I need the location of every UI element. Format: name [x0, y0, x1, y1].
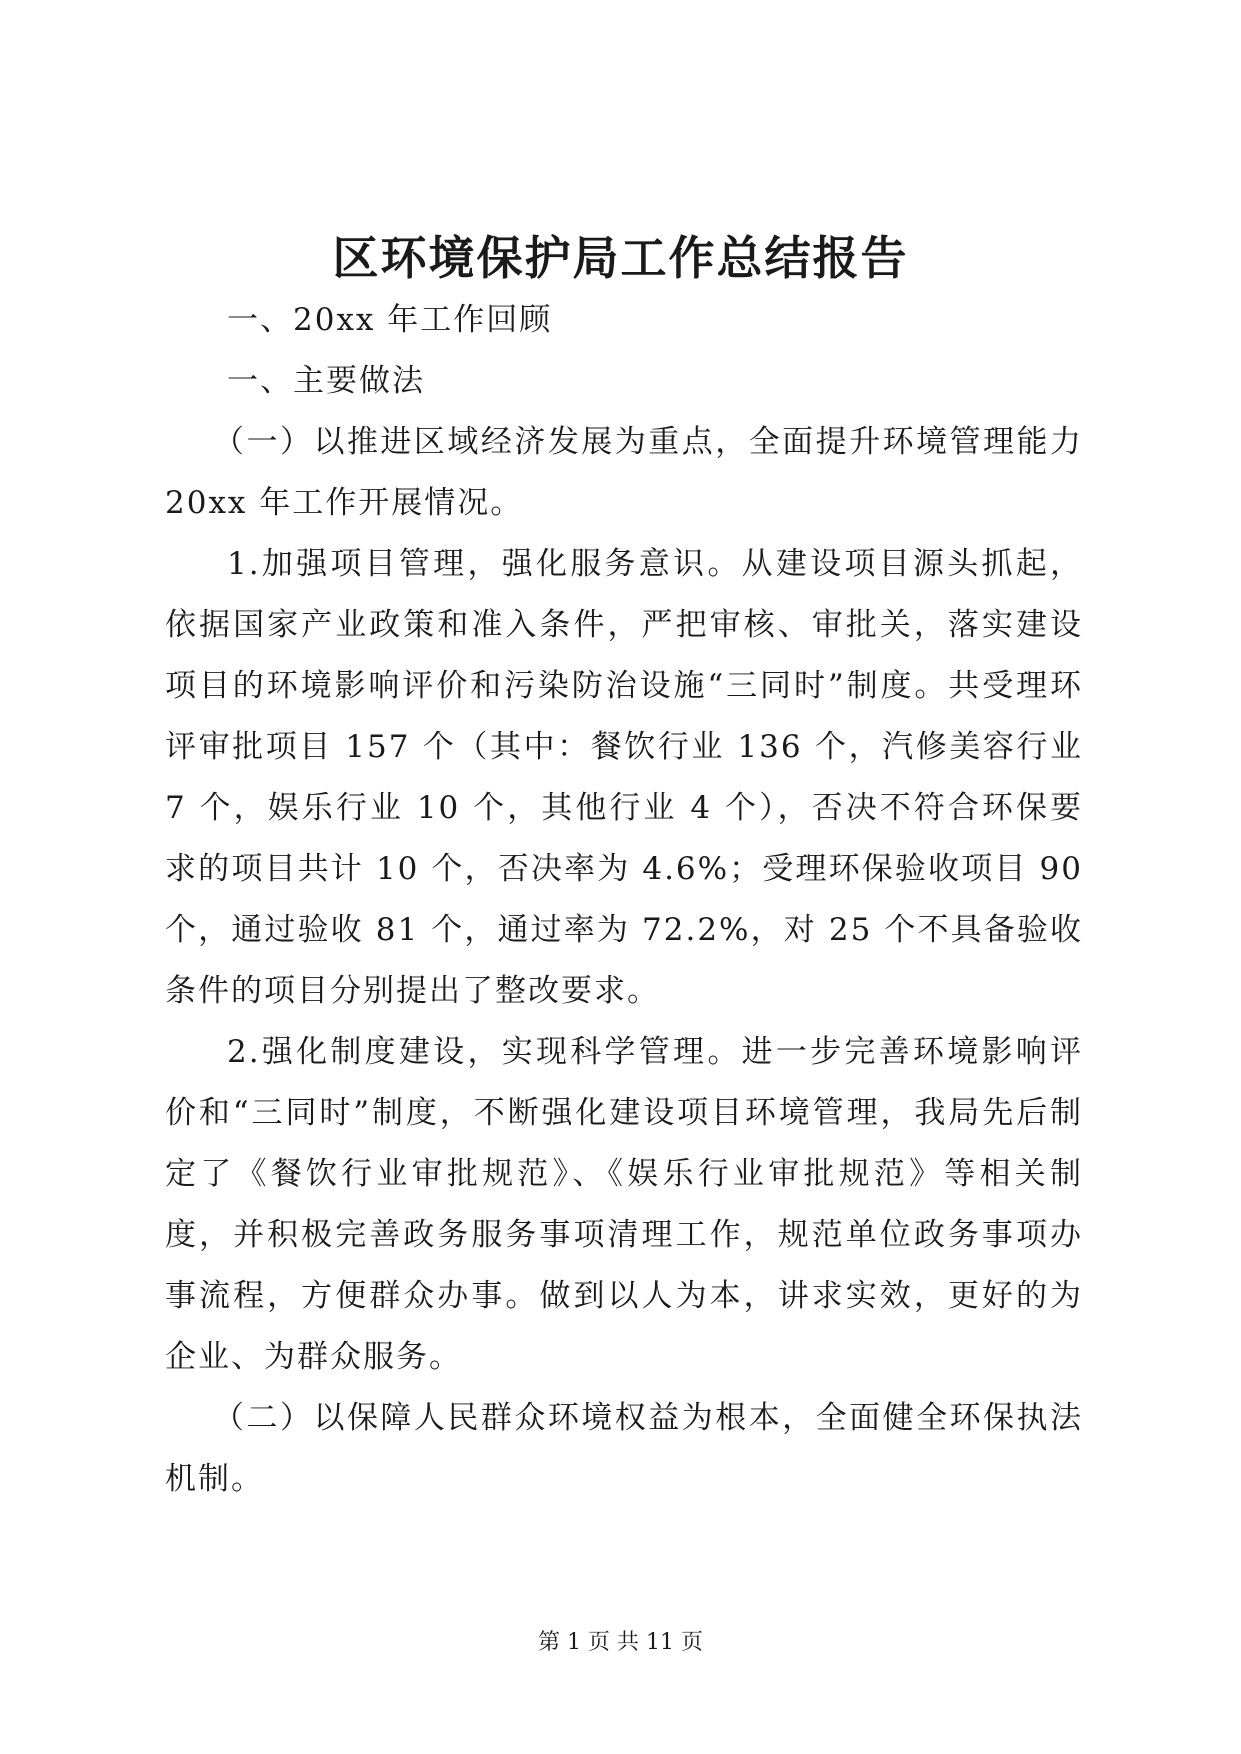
paragraph-item-2: 2.强化制度建设，实现科学管理。进一步完善环境影响评价和“三同时”制度，不断强化建设项目环境管理，我局先后制定了《餐饮行业审批规范》、《娱乐行业审批规范》等相关制度，并积极完善政务服务事项清理工作，规范单位政务事项办事流程，方便群众办事。做到以人为本，讲求实效，更好的为企业、为群众服务。	[165, 1034, 1083, 1375]
paragraph-section-1: （一）以推进区域经济发展为重点，全面提升环境管理能力 20xx 年工作开展情况。	[165, 424, 1083, 521]
heading-main-practices: 一、主要做法	[227, 363, 425, 399]
paragraph-section-2: （二）以保障人民群众环境权益为根本，全面健全环保执法机制。	[165, 1400, 1083, 1497]
document-body	[165, 290, 1083, 1510]
paragraph-item-1: 1.加强项目管理，强化服务意识。从建设项目源头抓起，依据国家产业政策和准入条件，严把审核、审批关，落实建设项目的环境影响评价和污染防治设施“三同时”制度。共受理环评审批项目 157 个（其中：餐饮行业 136 个，汽修美容行业 7 个，娱乐行业 10 个，其他行业 4 个），否决不符合环保要求的项目共计 10 个，否决率为 4.6%；受理环保验收项目 90 个，通过验收 81 个，通过率为 72.2%，对 25 个不具备验收条件的项目分别提出了整改要求。	[165, 546, 1083, 1009]
document-title: 区环境保护局工作总结报告	[332, 231, 909, 285]
heading-work-review: 一、20xx 年工作回顾	[227, 302, 553, 338]
page-number-footer: 第 1 页 共 11 页	[538, 1630, 703, 1655]
